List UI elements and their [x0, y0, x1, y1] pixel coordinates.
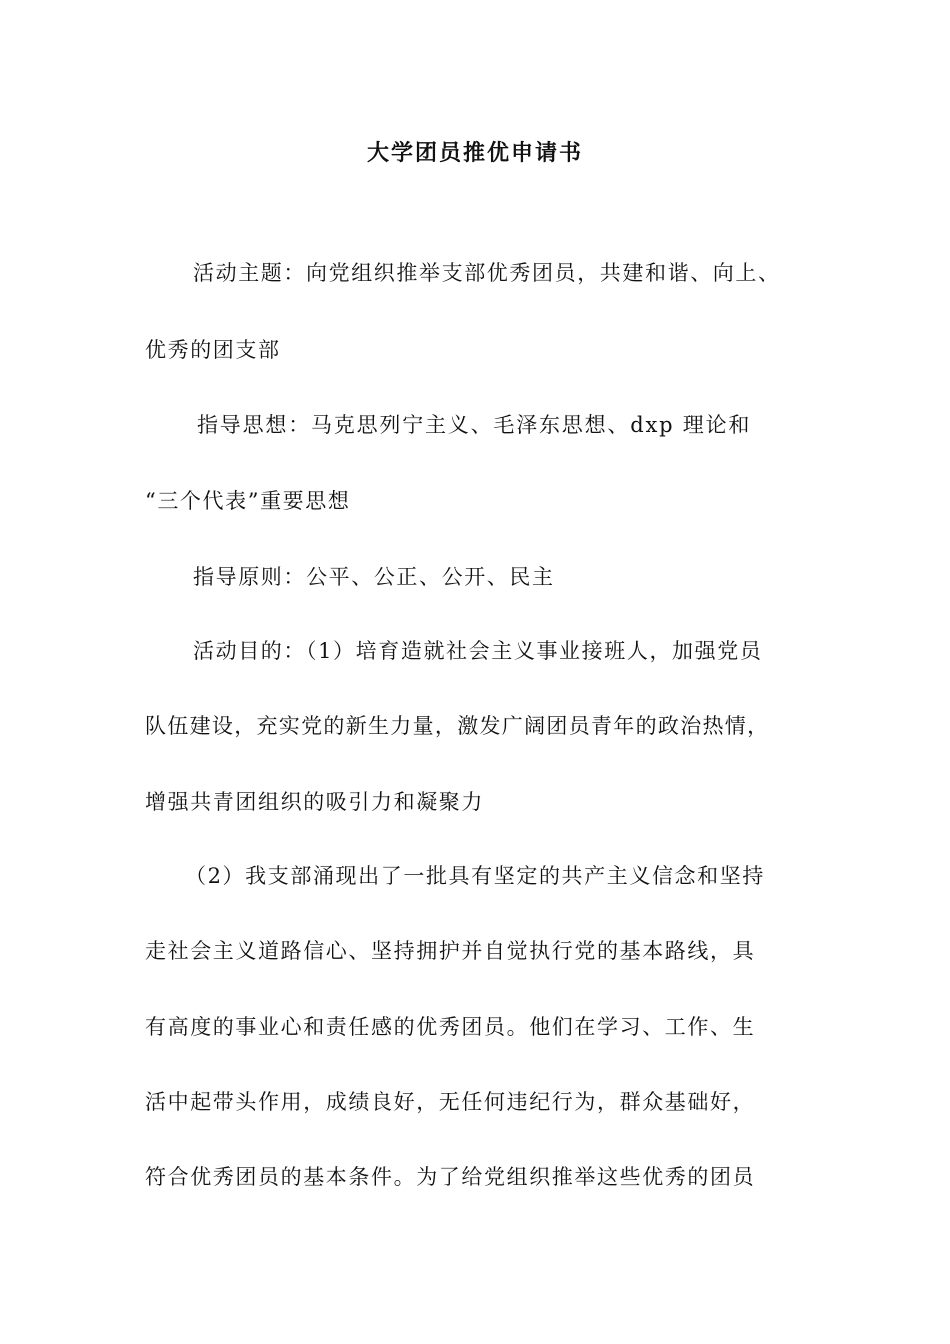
paragraph-line: 活动主题：向党组织推举支部优秀团员，共建和谐、向上、	[193, 261, 781, 285]
paragraph-line: 指导思想：马克思列宁主义、毛泽东思想、dxp 理论和	[197, 413, 752, 437]
document-title: 大学团员推优申请书	[366, 140, 583, 166]
paragraph-line: 队伍建设，充实党的新生力量，激发广阔团员青年的政治热情，	[145, 714, 770, 738]
paragraph-line: 走社会主义道路信心、坚持拥护并自觉执行党的基本路线，具	[145, 939, 756, 963]
paragraph-line: 符合优秀团员的基本条件。为了给党组织推举这些优秀的团员	[145, 1165, 756, 1189]
paragraph-line: 优秀的团支部	[145, 338, 281, 362]
paragraph-line: 活动目的：（1）培育造就社会主义事业接班人，加强党员	[193, 639, 763, 663]
paragraph-line: 活中起带头作用，成绩良好，无任何违纪行为，群众基础好，	[145, 1090, 756, 1114]
paragraph-line: 增强共青团组织的吸引力和凝聚力	[145, 790, 484, 814]
paragraph-line: （2）我支部涌现出了一批具有坚定的共产主义信念和坚持	[185, 864, 765, 888]
paragraph-line: 指导原则：公平、公正、公开、民主	[193, 565, 555, 589]
paragraph-line: 有高度的事业心和责任感的优秀团员。他们在学习、工作、生	[145, 1015, 756, 1039]
paragraph-line: “三个代表”重要思想	[145, 489, 351, 513]
